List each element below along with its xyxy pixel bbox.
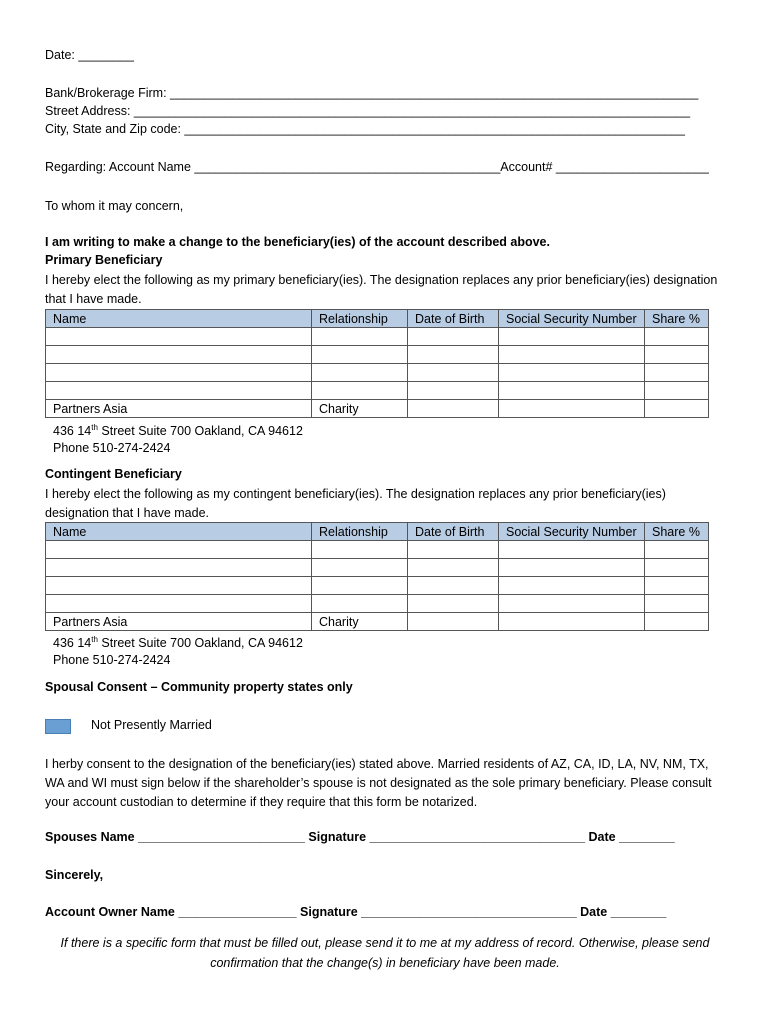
phone: Phone 510-274-2424 [53, 653, 171, 668]
col-share: Share % [645, 310, 709, 328]
primary-heading: Primary Beneficiary [45, 253, 163, 267]
bank-firm-line[interactable]: Bank/Brokerage Firm: ____________________________________________________________________________ [45, 86, 699, 100]
beneficiary-relationship[interactable]: Charity [312, 400, 408, 418]
contingent-beneficiary-table [45, 522, 709, 631]
col-name: Name [46, 310, 312, 328]
primary-beneficiary-table [45, 309, 709, 418]
consent-text: I herby consent to the designation of the beneficiary(ies) stated above. Married residents of AZ, CA, ID, LA, NV, NM, TX, WA and WI must sign below if the shareholder’s spouse is not designated as the sole primary beneficiary. Please consult your account custodian to determine if they require that this form be notarized. [45, 757, 712, 809]
col-ssn: Social Security Number [499, 310, 645, 328]
table-header-row [46, 310, 709, 328]
regarding-account-line[interactable]: Regarding: Account Name ____________________________________________Account# ______________________ [45, 160, 709, 174]
table-row[interactable] [46, 577, 709, 595]
col-date-of-birth: Date of Birth [408, 310, 499, 328]
contingent-heading: Contingent Beneficiary [45, 467, 182, 481]
city-state-zip-line[interactable]: City, State and Zip code: ________________________________________________________________________ [45, 122, 685, 136]
table-row[interactable] [46, 613, 709, 631]
table-row[interactable] [46, 364, 709, 382]
date-line[interactable]: Date: ________ [45, 48, 134, 62]
not-married-checkbox[interactable] [45, 719, 71, 734]
table-header-row [46, 523, 709, 541]
primary-beneficiary-address: 436 14th Street Suite 700 Oakland, CA 94612 Phone 510-274-2424 [53, 423, 303, 456]
table-row[interactable] [46, 400, 709, 418]
table-row[interactable] [46, 328, 709, 346]
col-date-of-birth: Date of Birth [408, 523, 499, 541]
spouse-signature-line[interactable]: Spouses Name ________________________ Signature _______________________________ Date ________ [45, 830, 675, 844]
col-relationship: Relationship [312, 310, 408, 328]
street-address-line[interactable]: Street Address: ________________________________________________________________________________ [45, 104, 691, 118]
owner-signature-line[interactable]: Account Owner Name _________________ Signature _______________________________ Date ________ [45, 905, 667, 919]
table-row[interactable] [46, 382, 709, 400]
col-ssn: Social Security Number [499, 523, 645, 541]
phone: Phone 510-274-2424 [53, 441, 171, 456]
beneficiary-name[interactable]: Partners Asia [46, 613, 312, 631]
col-name: Name [46, 523, 312, 541]
beneficiary-relationship[interactable]: Charity [312, 613, 408, 631]
col-relationship: Relationship [312, 523, 408, 541]
table-row[interactable] [46, 595, 709, 613]
closing: Sincerely, [45, 868, 104, 882]
contingent-beneficiary-address: 436 14th Street Suite 700 Oakland, CA 94612 Phone 510-274-2424 [53, 635, 303, 668]
contingent-description: I hereby elect the following as my contingent beneficiary(ies). The designation replaces any prior beneficiary(ies) designation that I have made. [45, 487, 666, 520]
salutation: To whom it may concern, [45, 199, 184, 213]
table-row[interactable] [46, 559, 709, 577]
primary-description: I hereby elect the following as my primary beneficiary(ies). The designation replaces any prior beneficiary(ies) designation that I have made. [45, 273, 718, 306]
footer-note: If there is a specific form that must be filled out, please send it to me at my address of record. Otherwise, please send confirmation that the change(s) in beneficiary have been made. [60, 936, 710, 970]
intro-statement: I am writing to make a change to the beneficiary(ies) of the account described above. [45, 235, 550, 249]
spousal-consent-heading: Spousal Consent – Community property states only [45, 680, 353, 694]
table-row[interactable] [46, 541, 709, 559]
not-married-label: Not Presently Married [91, 718, 212, 732]
beneficiary-name[interactable]: Partners Asia [46, 400, 312, 418]
col-share: Share % [645, 523, 709, 541]
table-row[interactable] [46, 346, 709, 364]
